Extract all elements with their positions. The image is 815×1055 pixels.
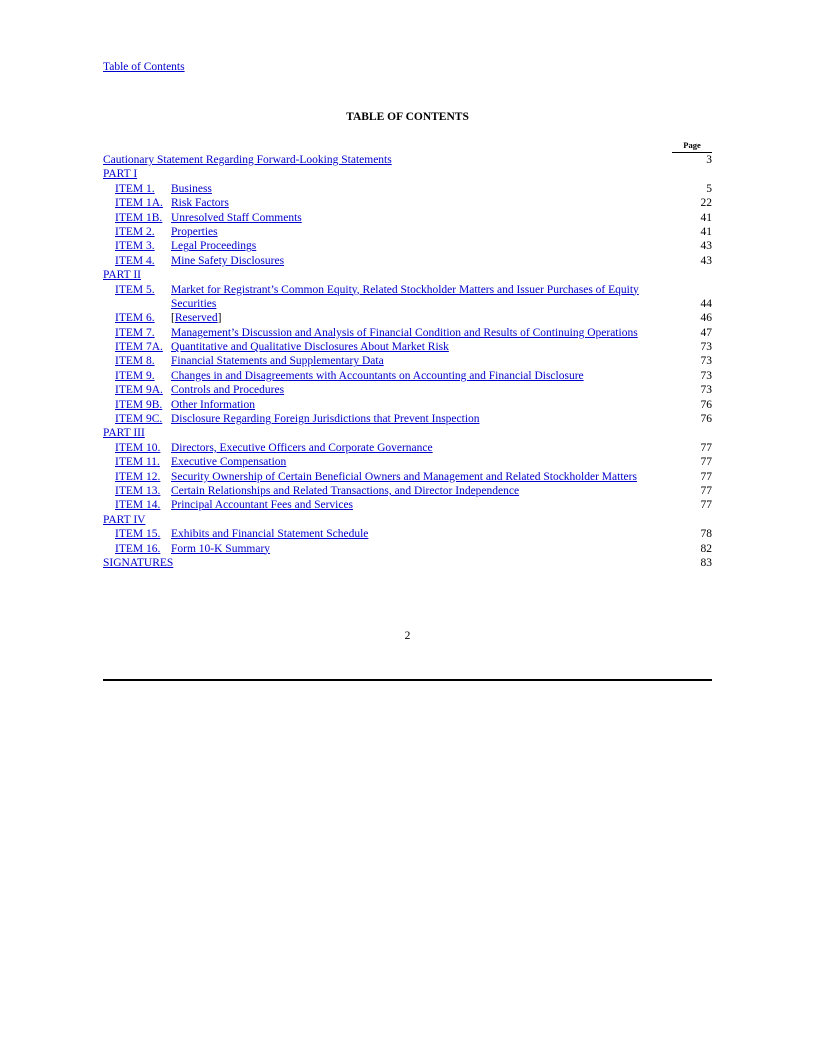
toc-item-number[interactable]: ITEM 3. bbox=[115, 240, 155, 253]
toc-page: 41 bbox=[700, 211, 712, 224]
toc-item-title[interactable]: Exhibits and Financial Statement Schedule bbox=[171, 528, 369, 541]
toc-item-title[interactable]: Principal Accountant Fees and Services bbox=[171, 499, 354, 512]
toc-page: 77 bbox=[700, 470, 712, 483]
toc-row-item1b bbox=[103, 211, 712, 225]
toc-page: 47 bbox=[700, 326, 712, 339]
toc-page: 76 bbox=[700, 413, 712, 426]
toc-row-item10 bbox=[103, 441, 712, 455]
toc-item-number[interactable]: ITEM 5. bbox=[115, 283, 155, 296]
toc-row-item7a bbox=[103, 340, 712, 354]
toc-item-title[interactable]: Form 10-K Summary bbox=[171, 542, 271, 555]
toc-page: 78 bbox=[700, 528, 712, 541]
toc-link-part2[interactable]: PART II bbox=[103, 269, 141, 282]
toc-item-number[interactable]: ITEM 9. bbox=[115, 369, 155, 382]
toc-item-title[interactable]: Directors, Executive Officers and Corporate Governance bbox=[171, 441, 433, 454]
toc-item-number[interactable]: ITEM 6. bbox=[115, 312, 155, 325]
toc-page: 73 bbox=[700, 369, 712, 382]
toc-item-title[interactable]: Reserved bbox=[174, 312, 218, 325]
toc-item-number[interactable]: ITEM 11. bbox=[115, 456, 160, 469]
toc-item-title[interactable]: Quantitative and Qualitative Disclosures About Market Risk bbox=[171, 341, 449, 354]
toc-page: 76 bbox=[700, 398, 712, 411]
toc-row-item1 bbox=[103, 182, 712, 196]
toc-link-part3[interactable]: PART III bbox=[103, 427, 145, 440]
toc-page: 77 bbox=[700, 484, 712, 497]
toc-item-number[interactable]: ITEM 8. bbox=[115, 355, 155, 368]
toc-page: 82 bbox=[700, 542, 712, 555]
toc-row-item11 bbox=[103, 455, 712, 469]
toc-page: 77 bbox=[700, 456, 712, 469]
toc-item-number[interactable]: ITEM 7A. bbox=[115, 341, 163, 354]
toc-row-item3 bbox=[103, 239, 712, 253]
toc-page: 46 bbox=[700, 312, 712, 325]
toc-item-number[interactable]: ITEM 1B. bbox=[115, 211, 163, 224]
toc-item-number[interactable]: ITEM 7. bbox=[115, 326, 155, 339]
toc-row-item15 bbox=[103, 527, 712, 541]
toc-item-number[interactable]: ITEM 2. bbox=[115, 225, 155, 238]
page-number: 2 bbox=[404, 630, 411, 642]
toc-row-part4 bbox=[103, 513, 712, 527]
toc-page: 44 bbox=[700, 297, 712, 310]
toc-item-number[interactable]: ITEM 9A. bbox=[115, 384, 163, 397]
toc-page: 41 bbox=[700, 225, 712, 238]
toc-item-number[interactable]: ITEM 13. bbox=[115, 485, 161, 497]
toc-row-item6 bbox=[103, 311, 712, 325]
toc-item-number[interactable]: ITEM 12. bbox=[115, 470, 161, 483]
bracket-close: ] bbox=[217, 312, 222, 325]
toc-row-item8 bbox=[103, 354, 712, 368]
toc-page: 43 bbox=[700, 240, 712, 253]
toc-row-item2 bbox=[103, 225, 712, 239]
toc-page: 3 bbox=[706, 153, 712, 166]
toc-page: 73 bbox=[700, 355, 712, 368]
toc-item-title[interactable]: Other Information bbox=[171, 398, 255, 411]
toc-row-item9b bbox=[103, 398, 712, 412]
toc-row-item5 bbox=[103, 283, 712, 312]
toc-row-item9a bbox=[103, 383, 712, 397]
toc-item-number[interactable]: ITEM 10. bbox=[115, 441, 161, 454]
toc-row-item9c bbox=[103, 412, 712, 426]
toc-row-part3 bbox=[103, 426, 712, 440]
toc-item-number[interactable]: ITEM 1A. bbox=[115, 197, 163, 210]
toc-item-title[interactable]: Financial Statements and Supplementary Data bbox=[171, 355, 384, 368]
toc-row-item4 bbox=[103, 254, 712, 268]
toc-item-number[interactable]: ITEM 14. bbox=[115, 499, 161, 512]
toc-item-title[interactable]: Risk Factors bbox=[171, 197, 229, 210]
toc-item-title[interactable]: Controls and Procedures bbox=[171, 384, 285, 397]
toc-page: 73 bbox=[700, 384, 712, 397]
page-title: TABLE OF CONTENTS bbox=[346, 111, 469, 123]
toc-row-signatures bbox=[103, 556, 712, 570]
toc-item-number[interactable]: ITEM 9B. bbox=[115, 398, 163, 411]
toc-row-cautionary bbox=[103, 153, 712, 167]
toc-item-title[interactable]: Properties bbox=[171, 225, 218, 238]
toc-item-title[interactable]: Legal Proceedings bbox=[171, 240, 257, 253]
toc-page: 22 bbox=[700, 197, 712, 210]
toc-row-item13 bbox=[103, 484, 712, 498]
toc-page: 83 bbox=[700, 556, 712, 569]
toc-item-title[interactable]: Mine Safety Disclosures bbox=[171, 254, 285, 267]
toc-item-title[interactable]: Unresolved Staff Comments bbox=[171, 211, 302, 224]
toc-item-title[interactable]: Executive Compensation bbox=[171, 456, 287, 469]
toc-page: 77 bbox=[700, 499, 712, 512]
toc-row-item9 bbox=[103, 369, 712, 383]
toc-link-part4[interactable]: PART IV bbox=[103, 513, 146, 526]
toc-item-title[interactable]: Security Ownership of Certain Beneficial Owners and Management and Related Stockholder Matters bbox=[171, 470, 637, 483]
toc-link-signatures[interactable]: SIGNATURES bbox=[103, 556, 174, 569]
toc-row-part1 bbox=[103, 167, 712, 181]
page-column-header: Page bbox=[672, 139, 712, 153]
toc-row-part2 bbox=[103, 268, 712, 282]
toc-item-number[interactable]: ITEM 1. bbox=[115, 182, 155, 195]
toc-item-title[interactable]: Changes in and Disagreements with Accountants on Accounting and Financial Disclosure bbox=[171, 369, 584, 382]
toc-page: 73 bbox=[700, 341, 712, 354]
toc-row-item1a bbox=[103, 196, 712, 210]
toc-page: 77 bbox=[700, 441, 712, 454]
toc-item-number[interactable]: ITEM 9C. bbox=[115, 413, 163, 426]
toc-link-part1[interactable]: PART I bbox=[103, 168, 138, 181]
toc-link-cautionary[interactable]: Cautionary Statement Regarding Forward-Looking Statements bbox=[103, 154, 392, 166]
toc-item-title[interactable]: Certain Relationships and Related Transactions, and Director Independence bbox=[171, 485, 520, 497]
toc-item-number[interactable]: ITEM 4. bbox=[115, 254, 155, 267]
page-divider bbox=[103, 679, 712, 681]
toc-item-number[interactable]: ITEM 16. bbox=[115, 542, 161, 555]
toc-page: 5 bbox=[706, 182, 712, 195]
toc-item-title[interactable]: Management’s Discussion and Analysis of Financial Condition and Results of Continuing Operations bbox=[171, 326, 638, 339]
toc-table bbox=[103, 153, 712, 570]
toc-row-item12 bbox=[103, 470, 712, 484]
bracket-open: [ bbox=[171, 312, 175, 325]
table-of-contents-link[interactable]: Table of Contents bbox=[103, 61, 185, 73]
toc-item-title[interactable]: Business bbox=[171, 182, 212, 195]
toc-row-item14 bbox=[103, 498, 712, 512]
toc-row-item16 bbox=[103, 542, 712, 556]
toc-item-number[interactable]: ITEM 15. bbox=[115, 528, 161, 541]
toc-item-title[interactable]: Disclosure Regarding Foreign Jurisdictions that Prevent Inspection bbox=[171, 413, 480, 426]
toc-page: 43 bbox=[700, 254, 712, 267]
toc-row-item7 bbox=[103, 326, 712, 340]
toc-item-title[interactable]: Market for Registrant’s Common Equity, Related Stockholder Matters and Issuer Purchases of Equity Securities bbox=[171, 283, 639, 310]
